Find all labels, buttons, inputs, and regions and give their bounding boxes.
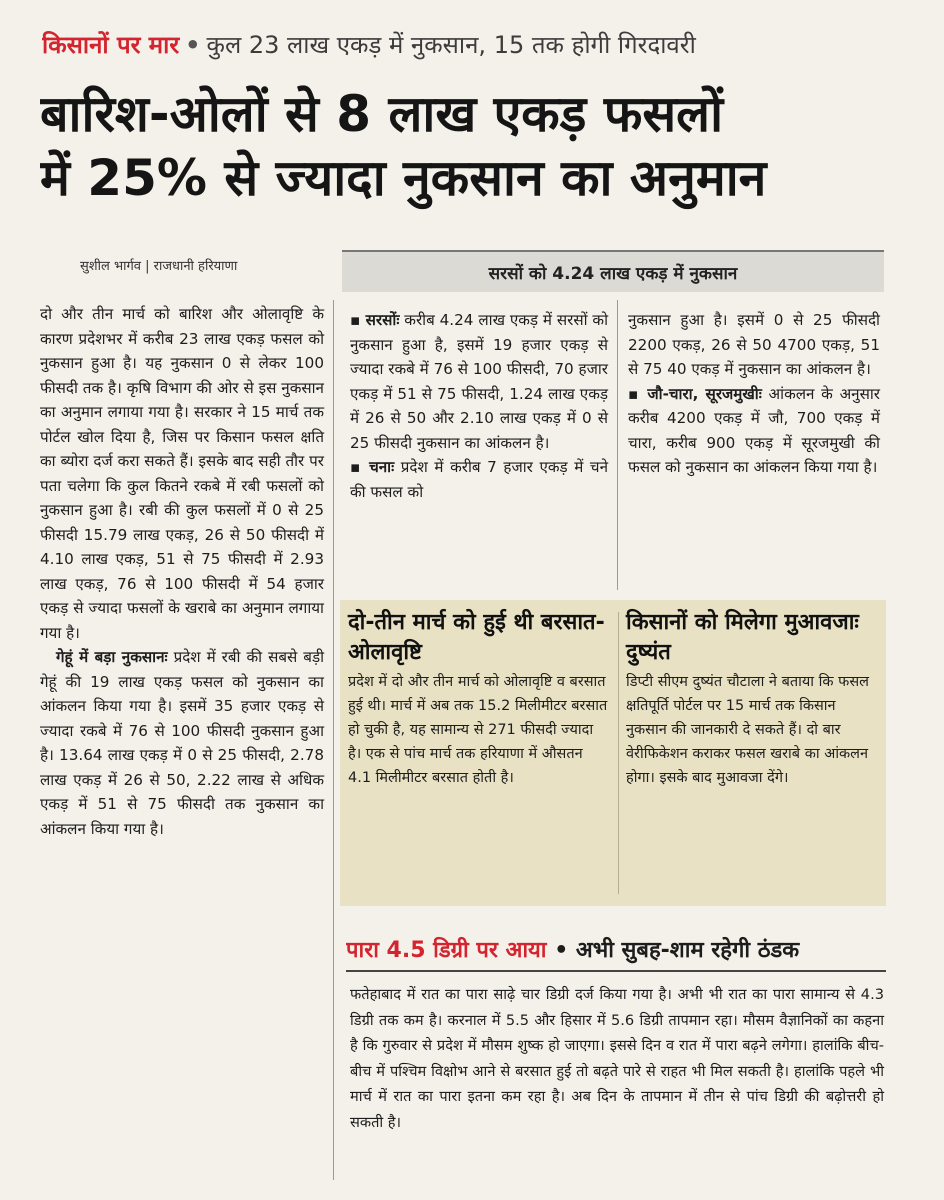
- kicker-bullet: •: [185, 31, 201, 59]
- left-para-2: [40, 645, 324, 841]
- compensation-text: डिप्टी सीएम दुष्यंत चौटाला ने बताया कि फसल क्षतिपूर्ति पोर्टल पर 15 मार्च तक किसान नुकसान की जानकारी दे सकते हैं। दो बार वेरीफिकेशन कराकर फसल खराबे का आंकलन होगा। इसके बाद मुआवजा देंगे।: [626, 674, 869, 786]
- weather-rule: [346, 970, 886, 972]
- sarso-section-header: सरसों को 4.24 लाख एकड़ में नुकसान: [342, 250, 884, 292]
- highlight-box: [340, 600, 886, 906]
- weather-heading-rest: अभी सुबह-शाम रहेगी ठंडक: [575, 938, 800, 963]
- headline-line-1: बारिश-ओलों से 8 लाख एकड़ फसलों: [40, 85, 724, 143]
- sarso-text: करीब 4.24 लाख एकड़ में सरसों को नुकसान हुआ है, इसमें 19 हजार एकड़ से ज्यादा रकबे में 76 से 100 फीसदी, 70 हजार एकड़ में 51 से 75 फीसदी, 1.24 लाख एकड़ में 26 से 50 और 2.10 लाख एकड़ में 0 से 25 फीसदी नुकसान का आंकलन है।: [350, 311, 609, 452]
- compensation-title: किसानों को मिलेगा मुआवजाः दुष्यंत: [626, 610, 859, 665]
- left-para-2-text: प्रदेश में रबी की सबसे बड़ी गेहूं की 19 लाख एकड़ फसल को नुकसान का आंकलन किया गया है। इसमें 35 हजार एकड़ से ज्यादा रकबे में 76 से 100 फीसदी नुकसान हुआ है। 13.64 लाख एकड़ में 0 से 25 फीसदी, 2.78 लाख एकड़ में 26 से 50, 2.22 लाख से अधिक एकड़ में 51 से 75 फीसदी तक नुकसान का आंकलन किया गया है।: [40, 648, 324, 838]
- weather-heading: [346, 934, 906, 964]
- left-column: [40, 302, 324, 841]
- jau-lead: ▪ जौ-चारा, सूरजमुखीः: [628, 384, 762, 403]
- jau-text: आंकलन के अनुसार करीब 4200 एकड़ में जौ, 700 एकड़ में चारा, करीब 900 एकड़ में सूरजमुखी की फसल को नुकसान का आंकलन किया गया है।: [628, 384, 881, 476]
- byline: सुशील भार्गव | राजधानी हरियाणा: [80, 259, 238, 274]
- weather-label: पारा 4.5 डिग्री पर आया: [346, 938, 547, 963]
- left-para-2-lead: गेहूं में बड़ा नुकसानः: [56, 648, 168, 666]
- rain-hail-text: प्रदेश में दो और तीन मार्च को ओलावृष्टि व बरसात हुई थी। मार्च में अब तक 15.2 मिलीमीटर बरसात हो चुकी है, यह सामान्य से 271 फीसदी ज्यादा है। एक से पांच मार्च तक हरियाणा में औसतन 4.1 मिलीमीटर बरसात होती है।: [348, 674, 608, 786]
- left-para-1: दो और तीन मार्च को बारिश और ओलावृष्टि के कारण प्रदेशभर में करीब 23 लाख एकड़ फसल को नुकसान हुआ है। यह नुकसान 0 से लेकर 100 फीसदी तक है। कृषि विभाग की ओर से इस नुकसान का अनुमान लगाया गया है। सरकार ने 15 मार्च तक पोर्टल खोल दिया है, जिस पर किसान फसल क्षति का ब्योरा दर्ज करा सकते हैं। इसके बाद सही तौर पर पता चलेगा कि कुल कितने रकबे में रबी फसलों को नुकसान हुआ है। रबी की कुल फसलों में 0 से 25 फीसदी 15.79 लाख एकड़, 26 से 50 फीसदी में 4.10 लाख एकड़, 51 से 75 फीसदी में 2.93 लाख एकड़, 76 से 100 फीसदी में 54 हजार एकड़ से ज्यादा फसलों के खराबे का अनुमान लगाया गया है।: [40, 305, 324, 642]
- kicker-line: [42, 28, 922, 61]
- sarso-mid-column: [350, 308, 608, 504]
- column-divider-mid: [617, 300, 618, 590]
- kicker-text: कुल 23 लाख एकड़ में नुकसान, 15 तक होगी गिरदावरी: [206, 31, 696, 59]
- sarso-lead: ▪ सरसोंः: [350, 311, 400, 329]
- sarso-right-text: नुकसान हुआ है। इसमें 0 से 25 फीसदी 2200 एकड़, 26 से 50 4700 एकड़, 51 से 75 40 एकड़ में नुकसान का आंकलन है।: [628, 311, 880, 378]
- headline: [40, 82, 920, 210]
- chana-text: प्रदेश में करीब 7 हजार एकड़ में चने की फसल को: [350, 458, 608, 501]
- column-divider-left: [333, 300, 334, 1180]
- compensation-box: [626, 608, 878, 790]
- kicker-label: किसानों पर मार: [42, 31, 180, 59]
- sarso-right-column: [628, 308, 880, 480]
- weather-bullet: •: [554, 938, 569, 963]
- rain-hail-title: दो-तीन मार्च को हुई थी बरसात-ओलावृष्टि: [348, 610, 605, 665]
- box-divider: [618, 612, 619, 894]
- rain-hail-box: [348, 608, 610, 790]
- headline-line-2: में 25% से ज्यादा नुकसान का अनुमान: [40, 149, 767, 207]
- chana-lead: ▪ चनाः: [350, 458, 395, 476]
- weather-text: फतेहाबाद में रात का पारा साढ़े चार डिग्री दर्ज किया गया है। अभी भी रात का पारा सामान्य से 4.3 डिग्री तक कम है। करनाल में 5.5 और हिसार में 5.6 डिग्री तापमान रहा। मौसम वैज्ञानिकों का कहना है कि गुरुवार से प्रदेश में मौसम शुष्क हो जाएगा। इससे दिन व रात में पारा बढ़ने लगेगा। हालांकि बीच-बीच में पश्चिम विक्षोभ आने से बरसात हुई तो बढ़ते पारे से राहत भी मिल सकती है। हालांकि पहले भी मार्च में रात का पारा इतना कम रहा है। अब दिन के तापमान में तीन से पांच डिग्री की बढ़ोत्तरी हो सकती है।: [350, 986, 884, 1131]
